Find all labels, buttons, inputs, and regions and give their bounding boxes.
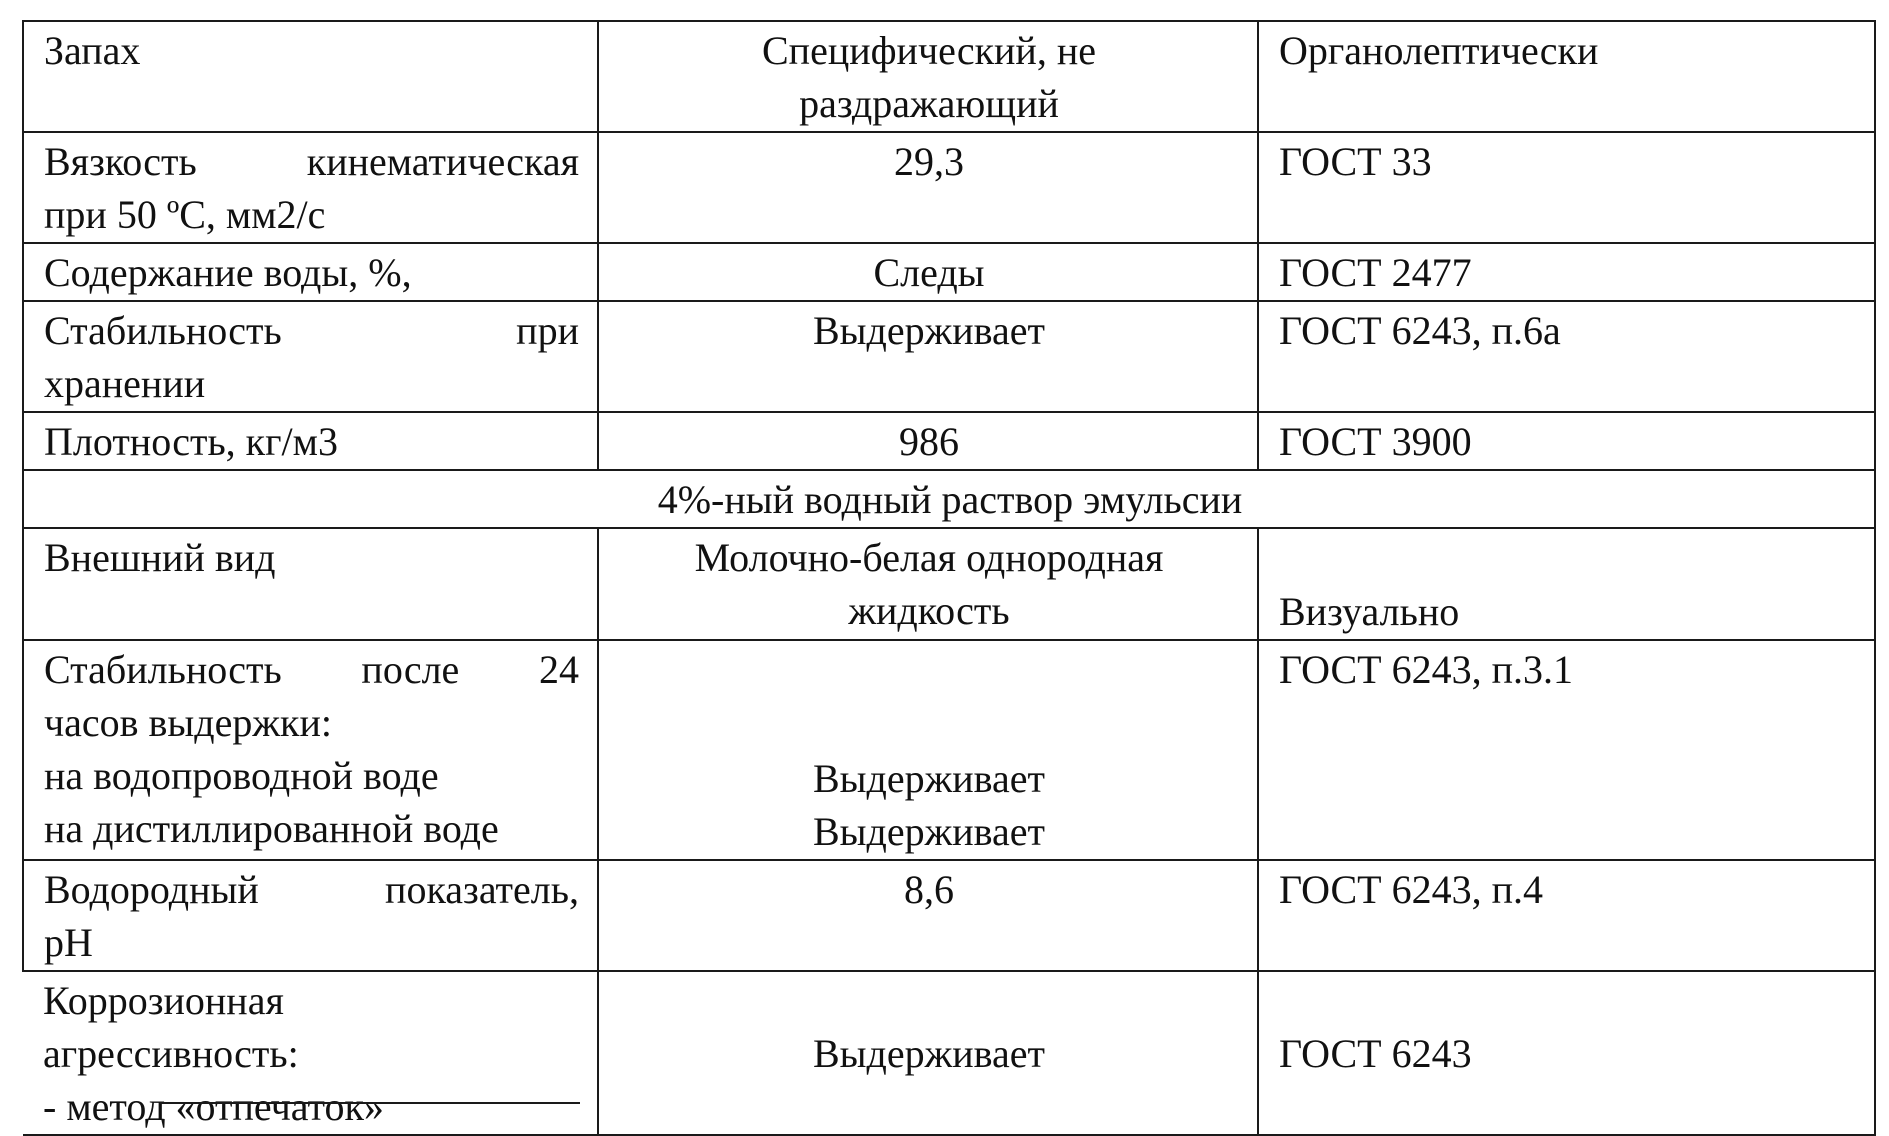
method-cell: [1258, 528, 1875, 640]
value-text: 986: [899, 419, 959, 464]
table-row: [23, 640, 1875, 860]
method-text: Органолептически: [1279, 28, 1599, 73]
value-text: Выдерживает: [812, 809, 1046, 854]
table-row: [23, 301, 1875, 412]
property-cell: [23, 132, 598, 243]
table-row: [23, 21, 1875, 132]
method-cell: [1258, 971, 1875, 1135]
property-text: Плотность, кг/м3: [44, 419, 338, 464]
value-text: 8,6: [904, 867, 954, 912]
value-text: жидкость: [848, 588, 1010, 633]
value-text: Выдерживает: [812, 308, 1046, 353]
property-cell: [23, 21, 598, 132]
property-text: Водородный показатель,: [44, 867, 579, 912]
property-cell: [23, 412, 598, 470]
section-header-row: [23, 470, 1875, 528]
value-cell: [598, 21, 1258, 132]
method-cell: [1258, 860, 1875, 971]
method-text: ГОСТ 6243, п.6а: [1279, 308, 1561, 353]
property-text: Содержание воды, %,: [44, 250, 412, 295]
table-row: [23, 243, 1875, 301]
property-cell: [23, 528, 598, 640]
table-bottom-border: [160, 1102, 580, 1104]
property-text: на дистиллированной воде: [44, 806, 499, 851]
method-cell: [1258, 21, 1875, 132]
value-cell: [598, 412, 1258, 470]
property-text: Запах: [44, 28, 141, 73]
method-text: ГОСТ 33: [1279, 139, 1432, 184]
value-cell: [598, 528, 1258, 640]
table-row: [23, 860, 1875, 971]
method-cell: [1258, 640, 1875, 860]
method-cell: [1258, 301, 1875, 412]
value-text: раздражающий: [799, 81, 1059, 126]
value-text: Выдерживает: [812, 1031, 1046, 1076]
property-text: хранении: [44, 361, 206, 406]
section-header: 4%-ный водный раствор эмульсии: [23, 470, 1875, 528]
value-text: Выдерживает: [812, 756, 1046, 801]
method-text: ГОСТ 3900: [1279, 419, 1472, 464]
property-text: - метод «отпечаток»: [43, 1084, 384, 1129]
table-row: [23, 971, 1875, 1135]
property-text: часов выдержки:: [44, 700, 332, 745]
value-text: Следы: [873, 250, 985, 295]
property-text: на водопроводной воде: [44, 753, 439, 798]
property-text: Стабильность при: [44, 308, 579, 353]
property-text: при 50 ºС, мм2/с: [44, 192, 326, 237]
property-cell: [23, 301, 598, 412]
method-text: ГОСТ 6243, п.4: [1279, 867, 1544, 912]
value-cell: [598, 860, 1258, 971]
table-row: [23, 528, 1875, 640]
property-cell: [23, 243, 598, 301]
table-row: [23, 132, 1875, 243]
method-text: ГОСТ 6243, п.3.1: [1279, 647, 1574, 692]
value-cell: [598, 971, 1258, 1135]
value-text: Молочно-белая однородная: [694, 535, 1164, 580]
method-text: Визуально: [1279, 589, 1460, 634]
method-cell: [1258, 412, 1875, 470]
value-text: Специфический, не: [761, 28, 1096, 73]
property-text: агрессивность:: [43, 1031, 299, 1076]
property-text: Вязкость кинематическая: [44, 139, 579, 184]
method-text: ГОСТ 2477: [1279, 250, 1472, 295]
property-text: Внешний вид: [44, 535, 276, 580]
property-text: Стабильность после 24: [44, 647, 579, 692]
property-cell: [23, 971, 598, 1135]
value-cell: [598, 640, 1258, 860]
property-cell: [23, 860, 598, 971]
table-row: [23, 412, 1875, 470]
value-text: 29,3: [894, 139, 964, 184]
properties-table: [22, 20, 1876, 1136]
value-cell: [598, 243, 1258, 301]
method-text: ГОСТ 6243: [1279, 1031, 1472, 1076]
method-cell: [1258, 132, 1875, 243]
method-cell: [1258, 243, 1875, 301]
value-cell: [598, 301, 1258, 412]
value-cell: [598, 132, 1258, 243]
property-text: рН: [44, 920, 93, 965]
property-cell: [23, 640, 598, 860]
property-text: Коррозионная: [43, 978, 284, 1023]
